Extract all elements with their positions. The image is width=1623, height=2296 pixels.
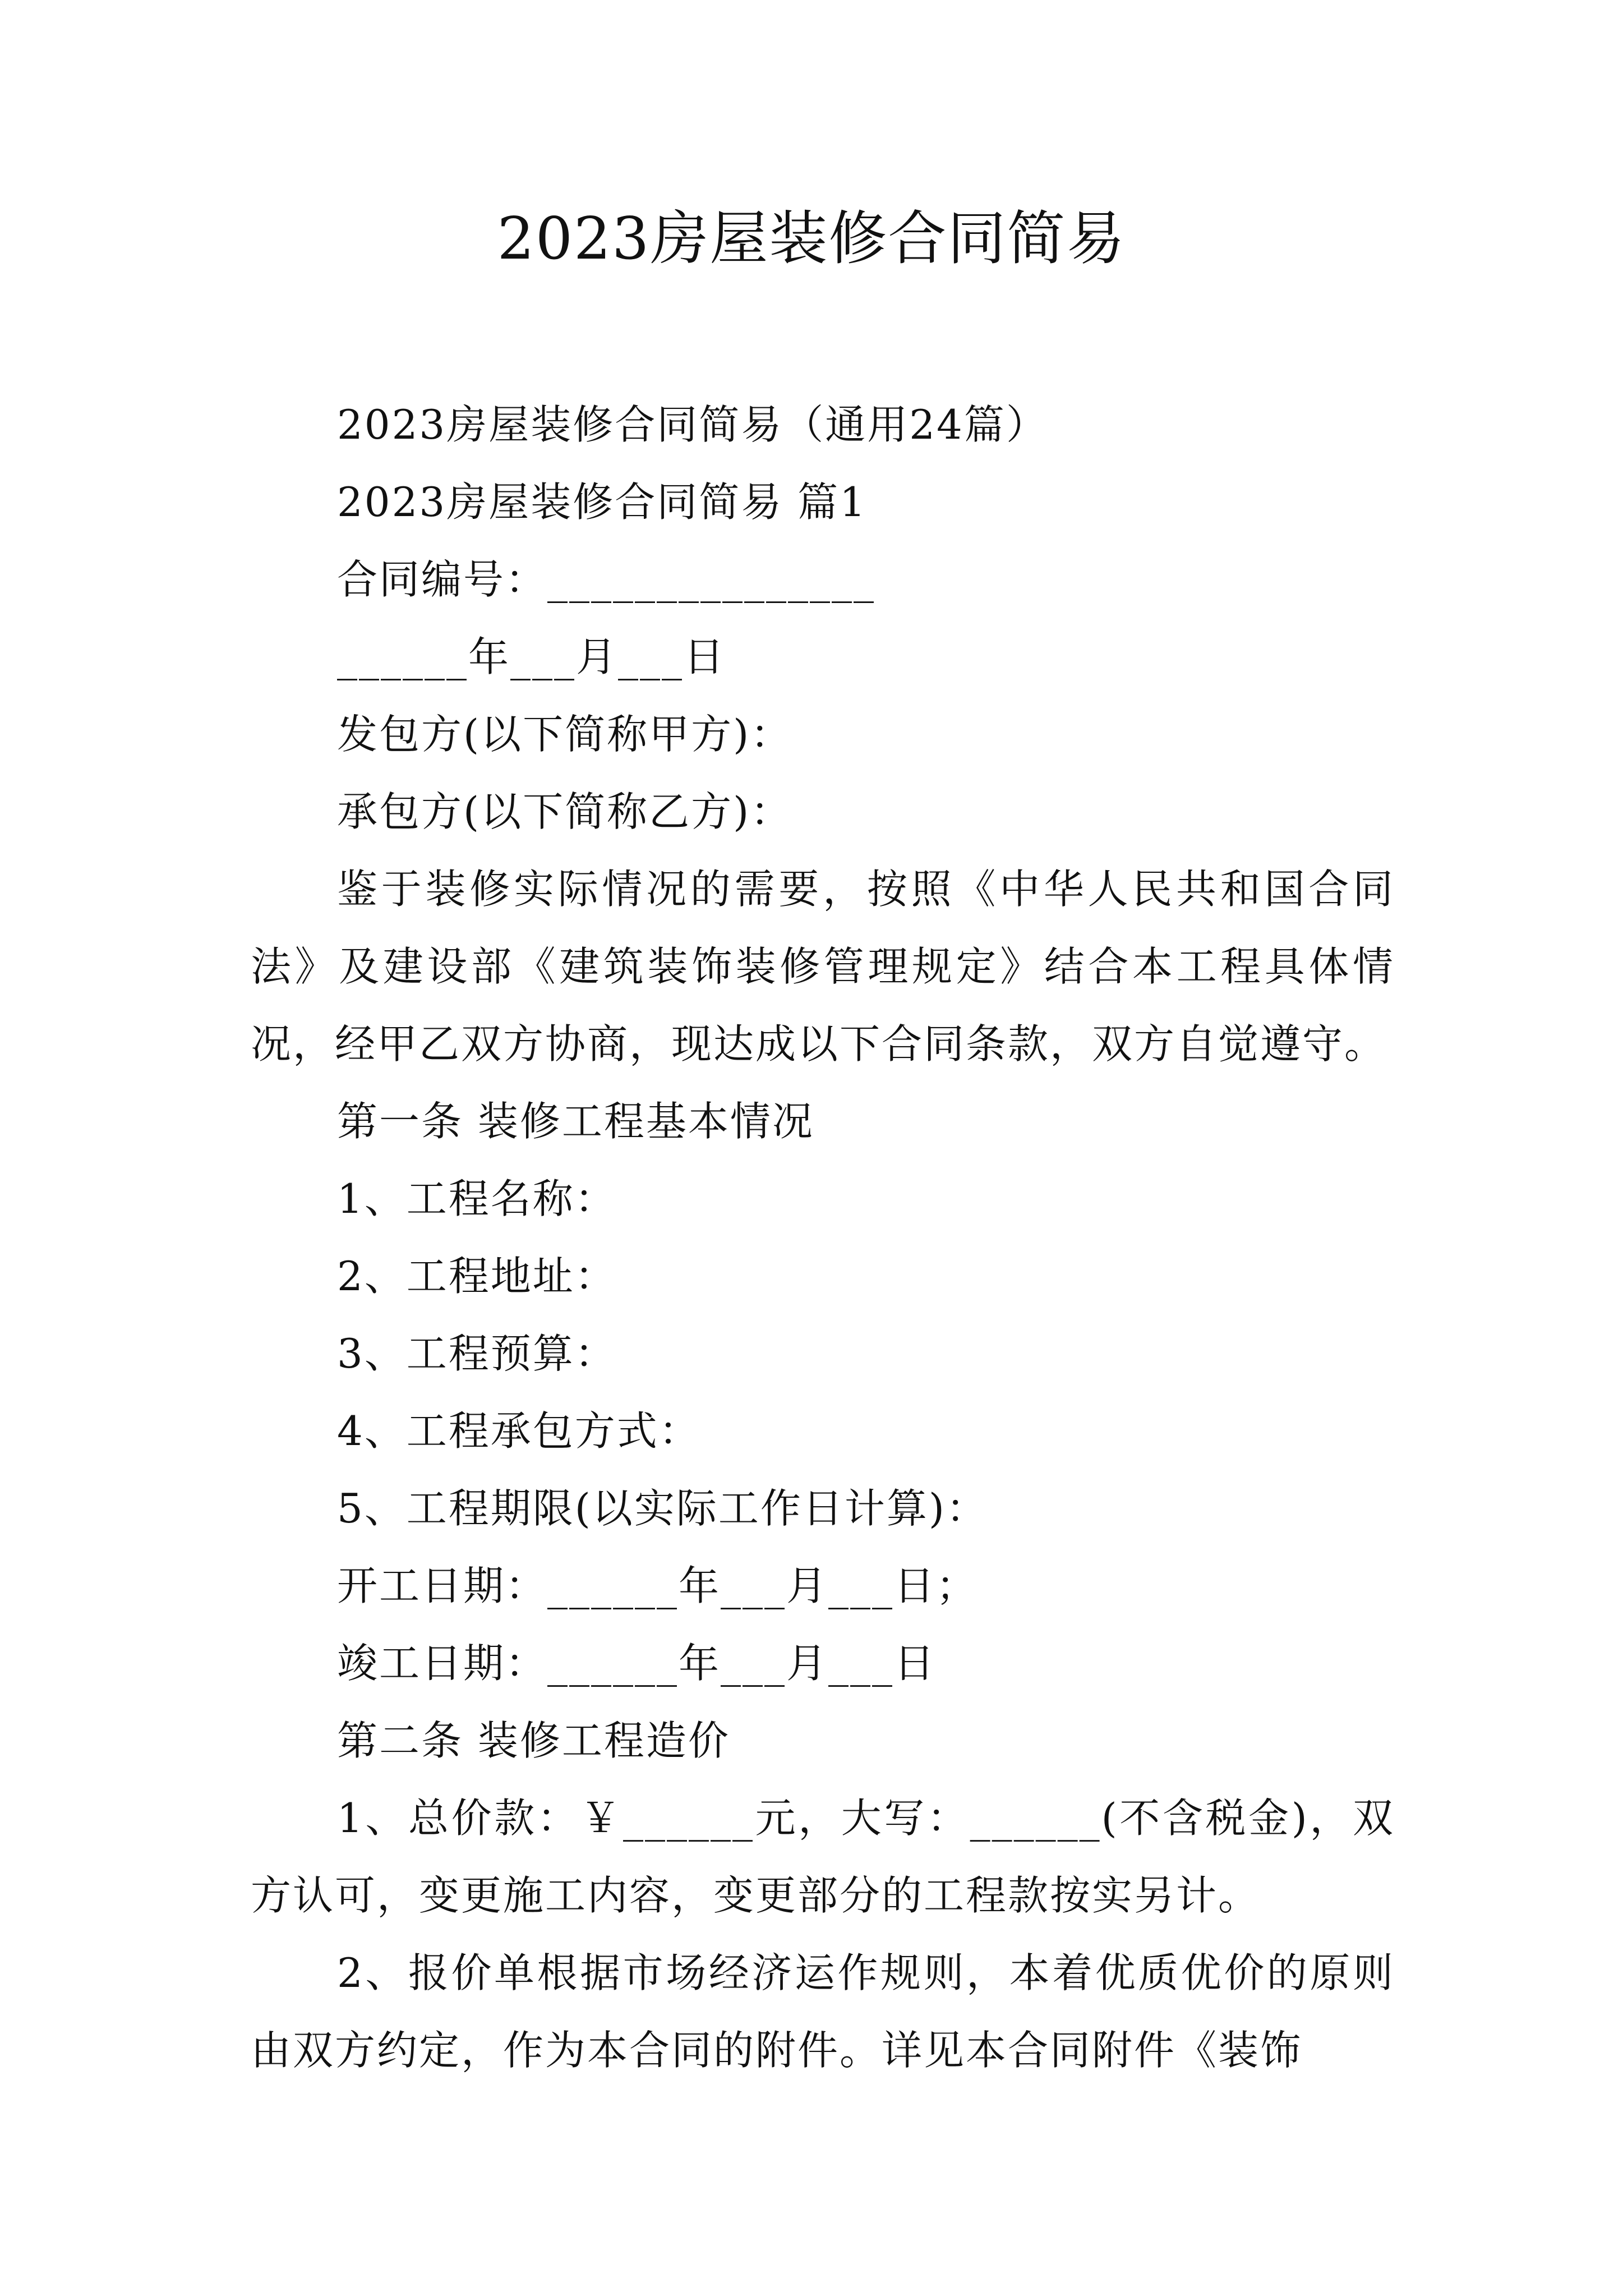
article-two-heading: 第二条 装修工程造价 bbox=[337, 1717, 730, 1764]
preamble-paragraph: 鉴于装修实际情况的需要，按照《中华人民共和国合同法》及建设部《建筑装饰装修管理规定》结合本工程具体情况，经甲乙双方协商，现达成以下合同条款，双方自觉遵守。 bbox=[251, 866, 1395, 1068]
article-one-heading: 第一条 装修工程基本情况 bbox=[337, 1098, 814, 1145]
project-address-line: 2、工程地址： bbox=[337, 1253, 617, 1300]
project-budget-line: 3、工程预算： bbox=[337, 1330, 617, 1377]
party-b-line: 承包方(以下简称乙方)： bbox=[337, 788, 793, 835]
total-price-paragraph: 1、总价款：￥______元，大写：______(不含税金)，双方认可，变更施工内容，变更部分的工程款按实另计。 bbox=[251, 1795, 1395, 1919]
subtitle-paragraph: 2023房屋装修合同简易（通用24篇） bbox=[337, 401, 1048, 448]
contract-method-line: 4、工程承包方式： bbox=[337, 1407, 701, 1455]
project-name-line: 1、工程名称： bbox=[337, 1175, 617, 1222]
completion-date-line: 竣工日期：______年___月___日 bbox=[337, 1640, 937, 1687]
quotation-paragraph: 2、报价单根据市场经济运作规则，本着优质优价的原则由双方约定，作为本合同的附件。详见本合同附件《装饰 bbox=[251, 1949, 1395, 2074]
project-period-line: 5、工程期限(以实际工作日计算)： bbox=[337, 1485, 988, 1532]
document-body bbox=[251, 386, 1395, 2089]
date-line: ______年___月___日 bbox=[337, 633, 726, 680]
contract-number-line: 合同编号：_______________ bbox=[337, 556, 876, 603]
party-a-line: 发包方(以下简称甲方)： bbox=[337, 711, 793, 758]
section-heading: 2023房屋装修合同简易 篇1 bbox=[337, 478, 867, 526]
start-date-line: 开工日期：______年___月___日； bbox=[337, 1562, 979, 1609]
document-title: 2023房屋装修合同简易 bbox=[497, 204, 1126, 273]
